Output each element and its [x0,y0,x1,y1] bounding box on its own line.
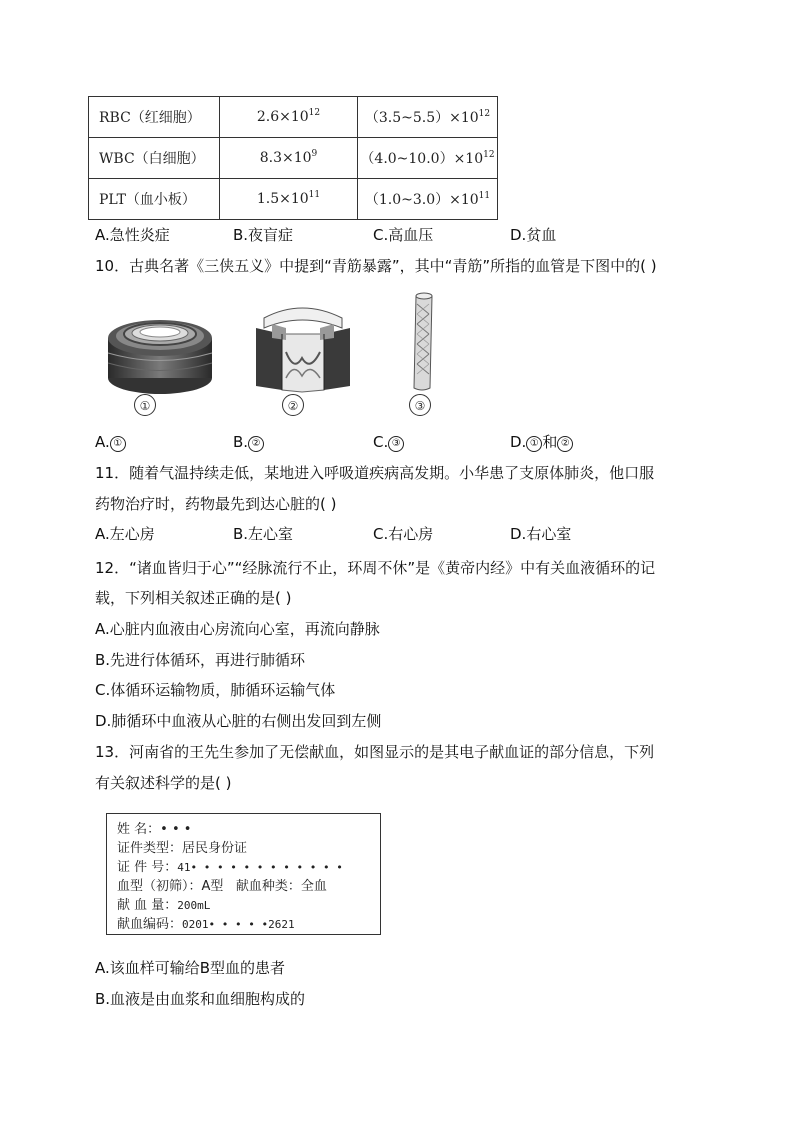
table-cell: $2.6\times 10^{12}$ [220,97,358,138]
q12-stem-line1: 12．“诸血皆归于心”“经脉流行不止，环周不休”是《黄帝内经》中有关血液循环的记 [95,559,656,577]
capillary-figure [408,292,438,392]
q9-option-c[interactable]: C.高血压 [373,226,434,244]
table-cell: WBC（白细胞） [89,138,220,179]
artery-figure [104,308,216,396]
q13-stem-line1: 13．河南省的王先生参加了无偿献血，如图显示的是其电子献血证的部分信息，下列 [95,743,655,761]
vein-figure [252,298,354,394]
q12-option-d[interactable]: D.肺循环中血液从心脏的右侧出发回到左侧 [95,712,382,730]
q10-option-c[interactable]: C. ③ [373,432,404,452]
table-cell: $(4.0\sim 10.0)\times 10^{12}$ [358,138,498,179]
table-row [89,97,498,138]
q9-option-a[interactable]: A.急性炎症 [95,226,170,244]
card-code-row: 献血编码：0201• • • • •2621 [117,917,295,932]
q13-stem-line2: 有关叙述科学的是( ) [95,774,232,792]
card-name-row: 姓 名：• • • [117,822,192,837]
q13-option-a[interactable]: A.该血样可输给B型血的患者 [95,959,286,977]
q11-option-a[interactable]: A.左心房 [95,525,155,543]
figure-label-3: ③ [409,394,431,416]
card-volume-row: 献 血 量：200mL [117,898,211,913]
q10-option-d[interactable]: D. ① 和 ② [510,432,573,452]
q12-option-a[interactable]: A.心脏内血液由心房流向心室，再流向静脉 [95,620,380,638]
q9-option-d[interactable]: D.贫血 [510,226,557,244]
table-cell: PLT（血小板） [89,179,220,220]
donation-certificate-card [106,813,381,935]
card-id-type-row: 证件类型：居民身份证 [117,841,248,856]
q12-option-c[interactable]: C.体循环运输物质，肺循环运输气体 [95,681,336,699]
card-blood-type-row: 血型（初筛）：A型 献血种类：全血 [117,879,327,894]
q13-option-b[interactable]: B.血液是由血浆和血细胞构成的 [95,990,306,1008]
table-cell: RBC（红细胞） [89,97,220,138]
q10-option-a[interactable]: A. ① [95,432,126,452]
table-cell: $1.5\times 10^{11}$ [220,179,358,220]
table-row [89,138,498,179]
q10-stem: 10．古典名著《三侠五义》中提到“青筋暴露”，其中“青筋”所指的血管是下图中的( ) [95,257,657,275]
q11-stem-line1: 11．随着气温持续走低，某地进入呼吸道疾病高发期。小华患了支原体肺炎，他口服 [95,464,655,482]
q11-option-c[interactable]: C.右心房 [373,525,434,543]
q9-option-b[interactable]: B.夜盲症 [233,226,294,244]
table-row [89,179,498,220]
blood-test-table [88,96,498,220]
figure-label-2: ② [282,394,304,416]
table-cell: $8.3\times 10^9$ [220,138,358,179]
q12-option-b[interactable]: B.先进行体循环，再进行肺循环 [95,651,306,669]
q11-option-b[interactable]: B.左心室 [233,525,294,543]
table-cell: $(1.0\sim 3.0)\times 10^{11}$ [358,179,498,220]
q11-option-d[interactable]: D.右心室 [510,525,572,543]
q11-stem-line2: 药物治疗时，药物最先到达心脏的( ) [95,495,337,513]
q10-option-b[interactable]: B. ② [233,432,264,452]
figure-label-1: ① [134,394,156,416]
card-id-number-row: 证 件 号：41• • • • • • • • • • • • [117,860,343,875]
table-cell: $(3.5\sim 5.5)\times 10^{12}$ [358,97,498,138]
q12-stem-line2: 载，下列相关叙述正确的是( ) [95,589,292,607]
